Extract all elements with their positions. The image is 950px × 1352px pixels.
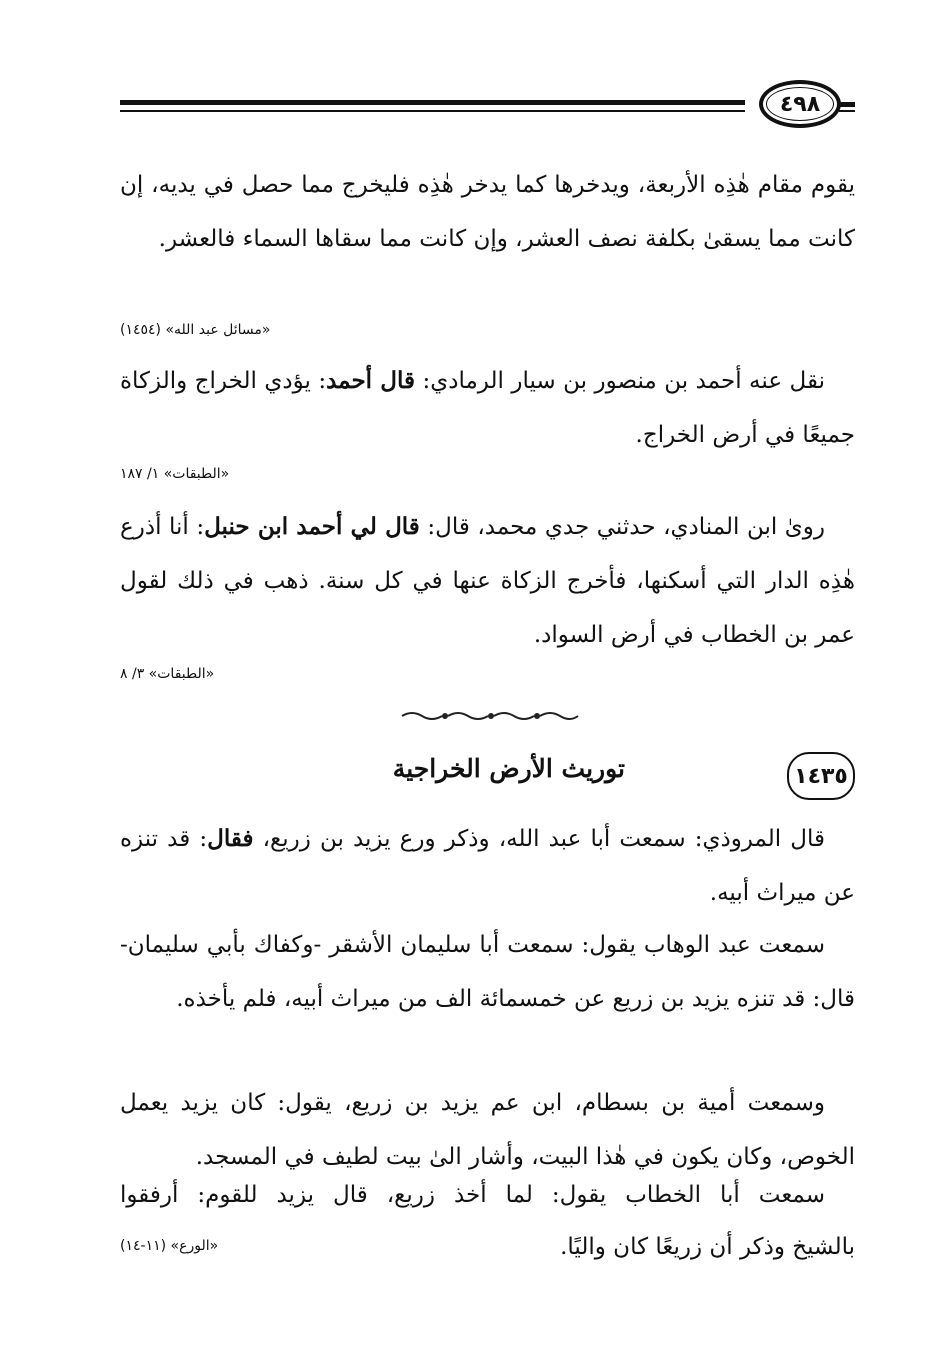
header-rule-thick [120, 100, 745, 105]
section-heading [120, 748, 855, 804]
ornament-separator [400, 708, 580, 724]
reference-1: «مسائل عبد الله» (١٤٥٤) [120, 322, 271, 338]
paragraph-4 [120, 812, 855, 920]
paragraph-3-text-c: : أنا أذرع هٰذِه الدار التي أسكنها، فأخرج الزكاة عنها في كل سنة. ذهب في ذلك لقول عمر بن الخطاب في أرض السواد. [120, 514, 855, 648]
header-rule-right-thin [839, 110, 855, 112]
paragraph-4-text-a: قال المروذي: سمعت أبا عبد الله، وذكر ورع يزيد بن زريع، [253, 826, 825, 852]
page-header [120, 80, 855, 132]
section-title: توريث الأرض الخراجية [392, 754, 625, 783]
reference-2: «الطبقات» ١/ ١٨٧ [120, 466, 230, 482]
reference-4: «الورع» (١١-١٤) [120, 1238, 219, 1254]
paragraph-7-text: سمعت أبا الخطاب يقول: لما أخذ زريع، قال يزيد للقوم: أرفقوا [120, 1182, 825, 1208]
header-rule-right [839, 102, 855, 107]
paragraph-7 [120, 1168, 855, 1222]
paragraph-2-text-a: نقل عنه أحمد بن منصور بن سيار الرمادي: [414, 368, 825, 394]
paragraph-7-last-text: بالشيخ وذكر أن زريعًا كان واليًا. [560, 1234, 855, 1260]
paragraph-2 [120, 354, 855, 462]
section-number-badge [787, 752, 855, 800]
reference-3: «الطبقات» ٣/ ٨ [120, 666, 215, 682]
paragraph-5-text: سمعت عبد الوهاب يقول: سمعت أبا سليمان الأشقر -وكفاك بأبي سليمان- قال: قد تنزه يزيد بن زريع عن خمسمائة الف من ميراث أبيه، فلم يأخذه. [120, 932, 855, 1012]
paragraph-6-text: وسمعت أمية بن بسطام، ابن عم يزيد بن زريع، يقول: كان يزيد يعمل الخوص، وكان يكون في هٰذا البيت، وأشار الىٰ بيت لطيف في المسجد. [120, 1090, 855, 1170]
paragraph-3-bold: قال لي أحمد ابن حنبل [204, 513, 420, 540]
paragraph-5 [120, 918, 855, 1026]
page-number: ٤٩٨ [779, 91, 821, 117]
paragraph-1 [120, 158, 855, 266]
paragraph-4-text-c: : قد تنزه عن ميراث أبيه. [120, 826, 855, 906]
paragraph-3 [120, 500, 855, 662]
paragraph-1-text: يقوم مقام هٰذِه الأربعة، ويدخرها كما يدخر هٰذِه فليخرج مما حصل في يديه، إن كانت مما يسقىٰ بكلفة نصف العشر، وإن كانت مما سقاها السماء فالعشر. [120, 172, 855, 252]
paragraph-3-text-a: روىٰ ابن المنادي، حدثني جدي محمد، قال: [419, 514, 826, 540]
paragraph-4-bold: فقال [207, 825, 254, 852]
paragraph-2-text-c: : يؤدي الخراج والزكاة جميعًا في أرض الخراج. [120, 368, 855, 448]
header-rule-thin [120, 110, 745, 112]
page-number-badge [759, 80, 841, 128]
section-number: ١٤٣٥ [794, 763, 848, 789]
paragraph-7-last-line [120, 1220, 855, 1274]
paragraph-2-bold: قال أحمد [326, 367, 415, 394]
